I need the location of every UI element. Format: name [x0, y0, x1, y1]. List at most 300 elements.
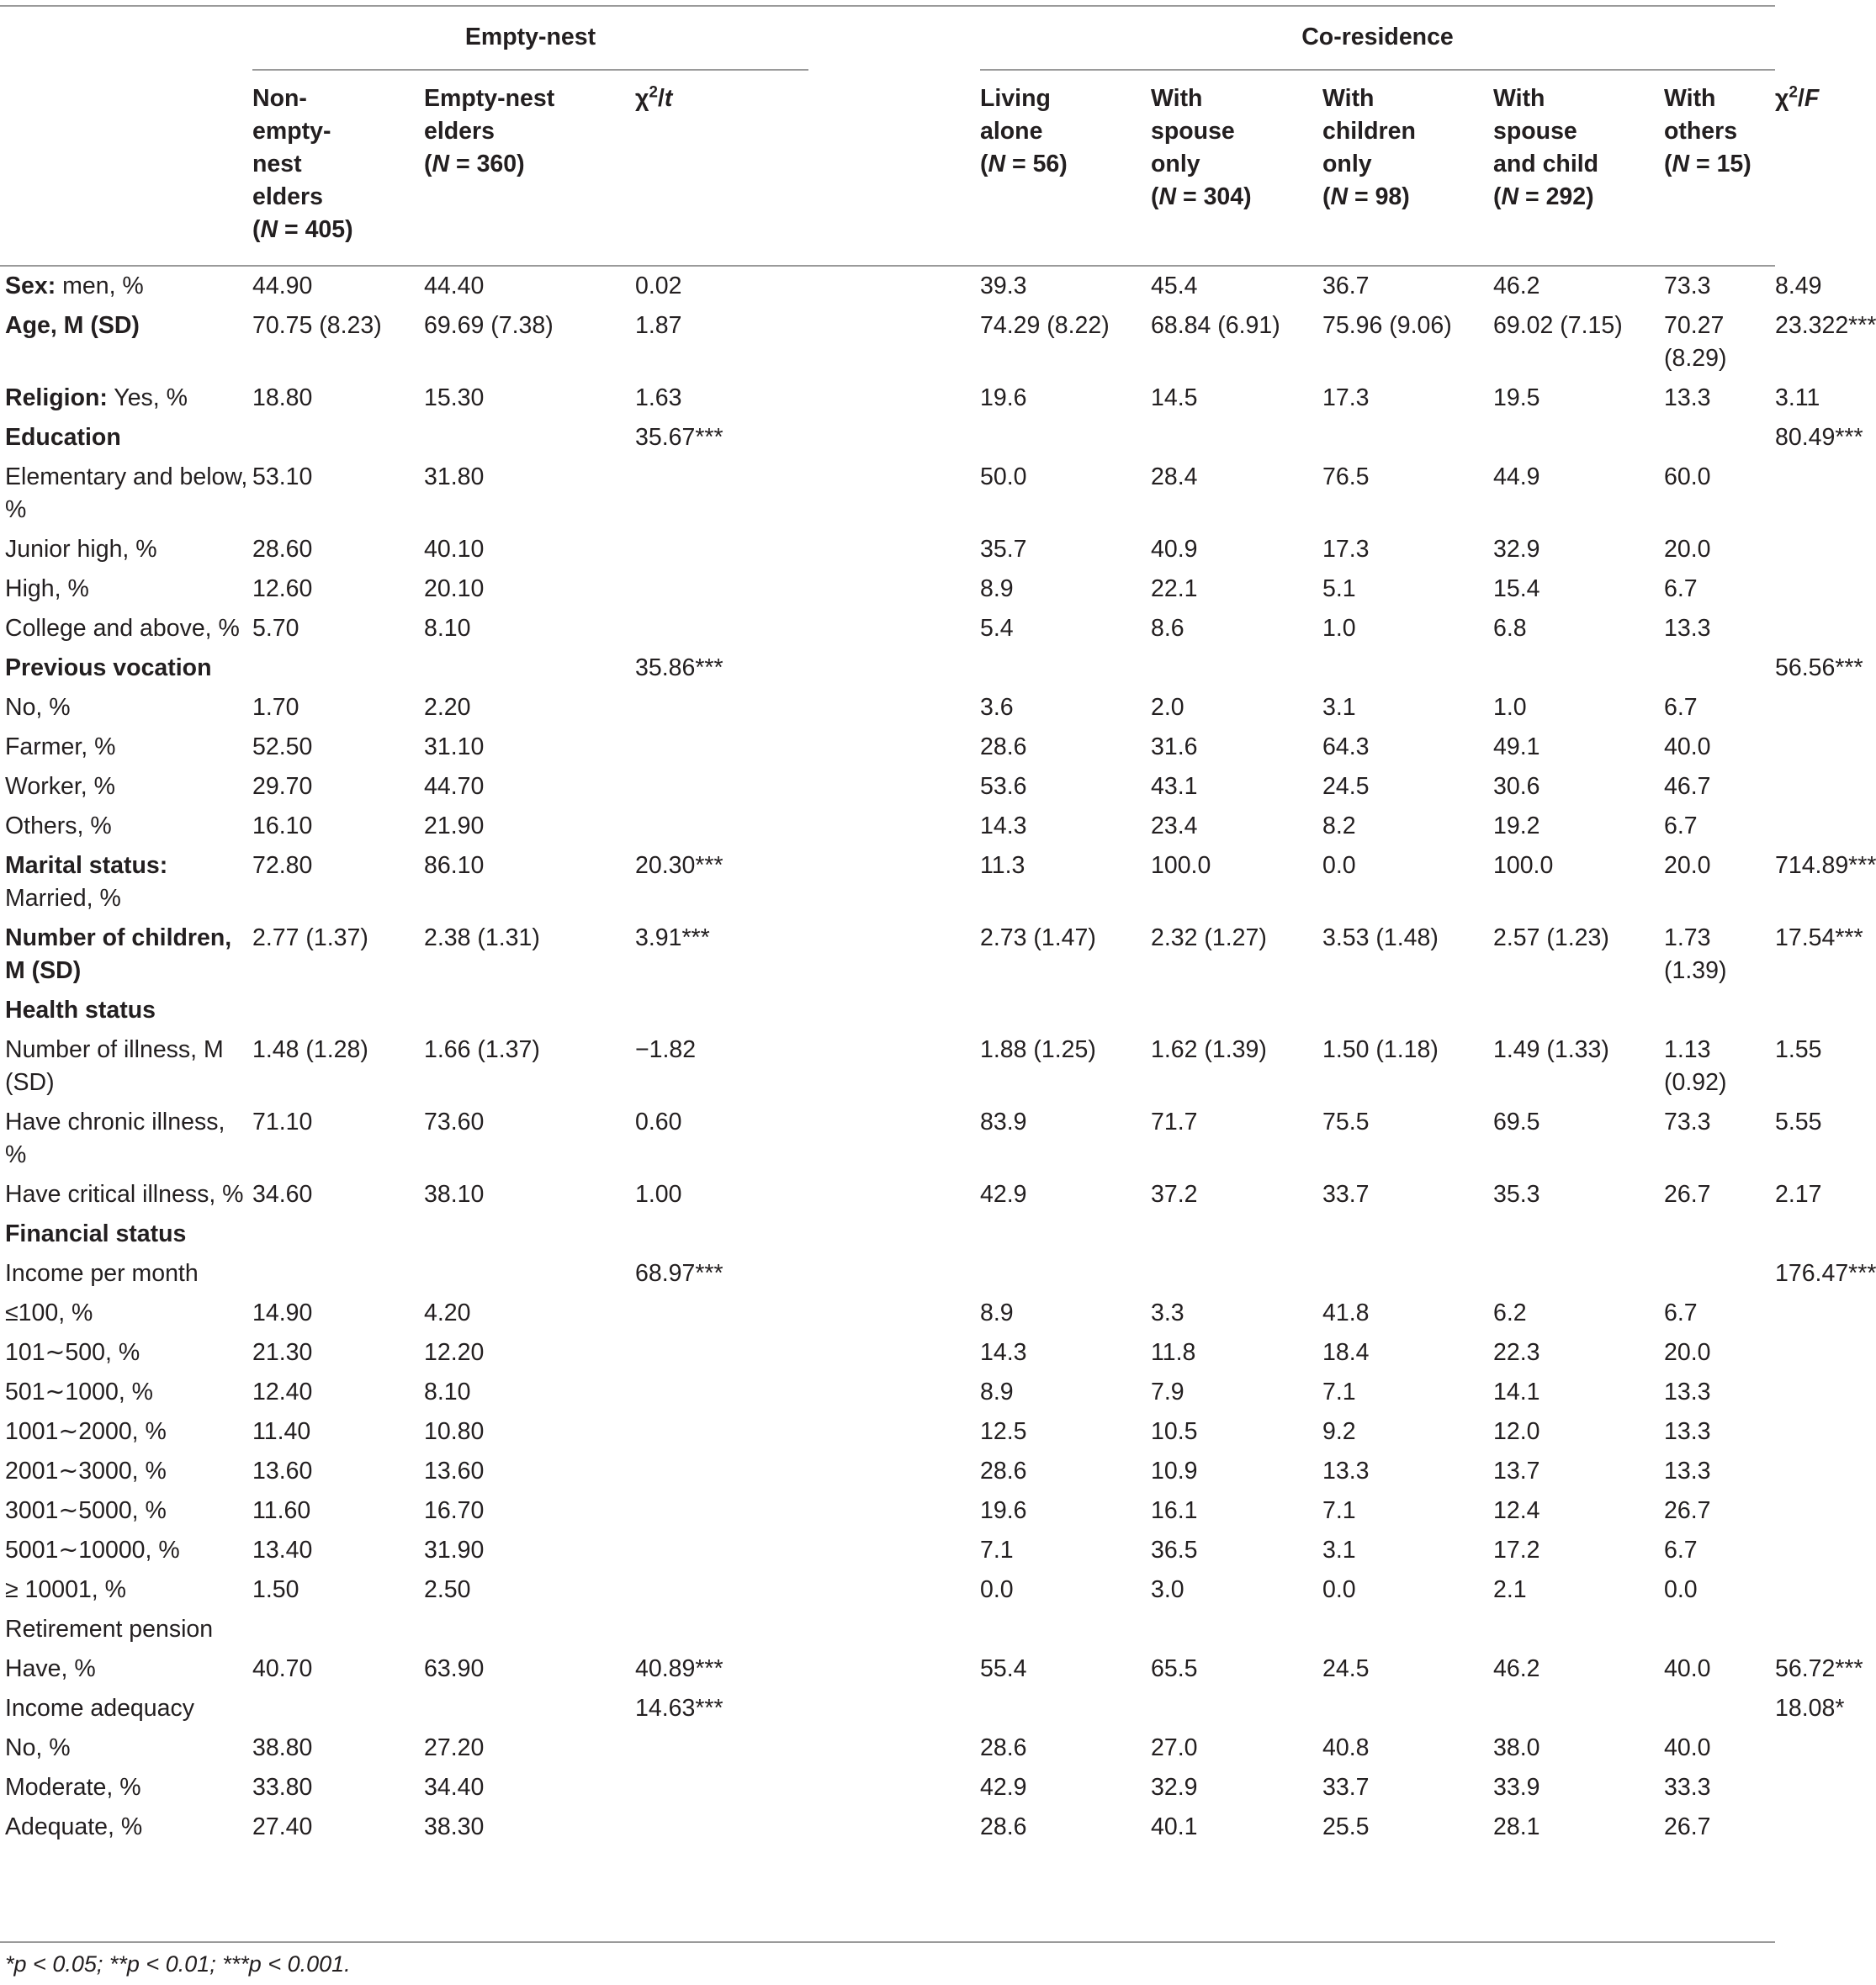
- table-cell: 0.0: [1664, 1576, 1698, 1603]
- table-cell: 2.57 (1.23): [1493, 924, 1609, 951]
- table-cell: 31.6: [1151, 733, 1198, 760]
- table-cell: [980, 418, 1151, 458]
- table-row: [0, 530, 1775, 569]
- table-cell: 1.63: [635, 384, 682, 411]
- table-cell: 13.3: [1322, 1458, 1370, 1485]
- table-cell: [1322, 648, 1493, 688]
- table-cell: 20.0: [1664, 1339, 1711, 1366]
- table-row: Have chronic illness, % 71.10 73.60 0.60 83.9 71.7 75.5 69.5 73.3 5.55: [0, 1103, 1775, 1175]
- table-cell: 33.3: [1664, 1774, 1711, 1801]
- table-cell: 28.4: [1151, 463, 1198, 490]
- table-cell: [424, 1215, 635, 1254]
- table-cell: 14.5: [1151, 384, 1198, 411]
- row-label: [0, 1768, 252, 1808]
- row-label: [0, 1531, 252, 1570]
- table-cell: 38.30: [424, 1813, 485, 1840]
- column-header-line: With: [1493, 85, 1545, 112]
- row-label-rest: men, %: [56, 273, 144, 299]
- table-cell: 13.60: [252, 1458, 313, 1485]
- table-cell: [635, 1808, 808, 1847]
- row-label-text: 101∼500, %: [5, 1339, 140, 1366]
- table-cell: 8.2: [1322, 813, 1356, 839]
- column-header-n-value: = 360: [449, 151, 517, 177]
- table-cell: 25.5: [1322, 1813, 1370, 1840]
- table-cell: 40.10: [424, 536, 485, 563]
- table-cell: 33.7: [1322, 1181, 1370, 1208]
- table-cell: 1.0: [1493, 694, 1527, 721]
- table-cell: 83.9: [980, 1109, 1027, 1135]
- table-cell: [424, 991, 635, 1030]
- column-header-n-value: = 292: [1518, 183, 1587, 210]
- table-cell: [252, 1254, 424, 1294]
- row-label-bold: Number of children, M (SD): [5, 924, 232, 984]
- table-row: Number of children, M (SD) 2.77 (1.37) 2.38 (1.31) 3.91*** 2.73 (1.47) 2.32 (1.27) 3.53 (1.48) 2.57 (1.23) 1.73 (1.39) 17.54***: [0, 918, 1775, 991]
- row-label-text: 3001∼5000, %: [5, 1497, 167, 1524]
- table-cell: 16.70: [424, 1497, 485, 1524]
- table-row: [0, 1215, 1775, 1254]
- row-label: [0, 1103, 252, 1175]
- table-cell: 2.1: [1493, 1576, 1527, 1603]
- column-header-4: [1151, 70, 1322, 262]
- table-cell: [635, 1452, 808, 1491]
- table-cell: 73.3: [1664, 273, 1711, 299]
- table-cell: 53.10: [252, 463, 313, 490]
- table-cell: 1.0: [1322, 615, 1356, 642]
- table-cell: 44.40: [424, 273, 485, 299]
- table-cell: 45.4: [1151, 273, 1198, 299]
- table-row: [0, 1491, 1775, 1531]
- table-cell: 42.9: [980, 1774, 1027, 1801]
- table-cell: 27.20: [424, 1734, 485, 1761]
- table-row: [0, 1412, 1775, 1452]
- table-cell: 21.30: [252, 1339, 313, 1366]
- column-header-n-value: = 98: [1348, 183, 1402, 210]
- row-label-text: Others, %: [5, 813, 112, 839]
- row-label: [0, 1491, 252, 1531]
- column-header-line: elders: [252, 183, 323, 210]
- table-cell: [1322, 418, 1493, 458]
- row-label: [0, 1294, 252, 1333]
- table-cell: 26.7: [1664, 1181, 1711, 1208]
- table-cell: 40.0: [1664, 1655, 1711, 1682]
- table-cell: 26.7: [1664, 1497, 1711, 1524]
- table-cell: 23.4: [1151, 813, 1198, 839]
- stat-separator: /: [1798, 85, 1804, 112]
- table-cell: 20.30***: [635, 852, 723, 879]
- table-cell: 2.38 (1.31): [424, 924, 540, 951]
- row-label: [0, 1254, 252, 1294]
- table-cell: 6.7: [1664, 575, 1698, 602]
- table-cell: [635, 530, 808, 569]
- table-row: [0, 991, 1775, 1030]
- row-label-text: 1001∼2000, %: [5, 1418, 167, 1445]
- column-header-line: only: [1151, 151, 1200, 177]
- table-cell: 3.1: [1322, 694, 1356, 721]
- table-cell: [1664, 1254, 1775, 1294]
- table-cell: 75.96 (9.06): [1322, 312, 1452, 339]
- row-label: [0, 767, 252, 807]
- row-label-text: College and above, %: [5, 615, 240, 642]
- row-label: [0, 306, 252, 378]
- table-cell: [252, 418, 424, 458]
- row-label: [0, 609, 252, 648]
- table-cell: [635, 609, 808, 648]
- table-cell: 73.60: [424, 1109, 485, 1135]
- table-cell: 100.0: [1151, 852, 1211, 879]
- row-label-bold: Sex:: [5, 273, 56, 299]
- column-header-6: [1493, 70, 1664, 262]
- row-label-text: Farmer, %: [5, 733, 116, 760]
- row-label: [0, 1649, 252, 1689]
- row-label-text: Junior high, %: [5, 536, 157, 563]
- table-cell: [1151, 991, 1322, 1030]
- column-header-n-value: = 405: [278, 216, 346, 243]
- group-co-residence: Co-residence: [980, 5, 1775, 70]
- column-header-0: [252, 70, 424, 262]
- table-cell: 31.80: [424, 463, 485, 490]
- table-cell: 2.77 (1.37): [252, 924, 368, 951]
- table-cell: 60.0: [1664, 463, 1711, 490]
- table-cell: 33.9: [1493, 1774, 1540, 1801]
- table-cell: 75.5: [1322, 1109, 1370, 1135]
- table-cell: 70.27 (8.29): [1664, 312, 1727, 372]
- table-cell: 28.1: [1493, 1813, 1540, 1840]
- row-label: [0, 1452, 252, 1491]
- row-label-text: No, %: [5, 1734, 71, 1761]
- table-row: [0, 807, 1775, 846]
- table-cell: 12.4: [1493, 1497, 1540, 1524]
- table-cell: [1322, 1254, 1493, 1294]
- column-header-1: [424, 70, 635, 262]
- row-label-text: No, %: [5, 694, 71, 721]
- column-header-line: elders: [424, 118, 495, 145]
- table-row: Age, M (SD) 70.75 (8.23) 69.69 (7.38) 1.87 74.29 (8.22) 68.84 (6.91) 75.96 (9.06) 69.02 (7.15) 70.27 (8.29) 23.322***: [0, 306, 1775, 378]
- table-cell: 1.73 (1.39): [1664, 924, 1727, 984]
- table-row: Education 35.67*** 80.49***: [0, 418, 1775, 458]
- table-row: [0, 688, 1775, 728]
- table-cell: 3.6: [980, 694, 1014, 721]
- column-header-7: [1664, 70, 1775, 262]
- table-cell: [980, 991, 1151, 1030]
- table-cell: [1493, 1689, 1664, 1728]
- table-cell: 12.60: [252, 575, 313, 602]
- table-cell: 14.3: [980, 813, 1027, 839]
- table-cell: 3.3: [1151, 1300, 1184, 1326]
- table-cell: 13.3: [1664, 1458, 1711, 1485]
- table-cell: [424, 418, 635, 458]
- table-cell: 1.66 (1.37): [424, 1036, 540, 1063]
- row-label-text: Income per month: [5, 1260, 199, 1287]
- table-body: [0, 262, 1876, 1847]
- table-cell: 5.4: [980, 615, 1014, 642]
- table-cell: 0.0: [1322, 852, 1356, 879]
- table-cell: 14.3: [980, 1339, 1027, 1366]
- table-cell: 40.70: [252, 1655, 313, 1682]
- table-cell: 55.4: [980, 1655, 1027, 1682]
- table-cell: 5.1: [1322, 575, 1356, 602]
- row-label: [0, 1412, 252, 1452]
- row-label: [0, 1610, 252, 1649]
- table-cell: [635, 1610, 808, 1649]
- chi-symbol: χ: [1775, 85, 1789, 112]
- table-cell: 12.5: [980, 1418, 1027, 1445]
- table-cell: 11.40: [252, 1418, 311, 1445]
- table-cell: 6.7: [1664, 694, 1698, 721]
- table-cell: 31.10: [424, 733, 485, 760]
- table-cell: 44.9: [1493, 463, 1540, 490]
- table-cell: 40.0: [1664, 1734, 1711, 1761]
- table-cell: 13.3: [1664, 1379, 1711, 1405]
- table-row: Income adequacy 14.63*** 18.08*: [0, 1689, 1775, 1728]
- table-cell: 13.3: [1664, 384, 1711, 411]
- table-cell: [635, 1294, 808, 1333]
- column-header-n-value: = 56: [1005, 151, 1060, 177]
- column-header-line: With: [1322, 85, 1375, 112]
- table-cell: [1322, 1689, 1493, 1728]
- table-cell: 53.6: [980, 773, 1027, 800]
- table-cell: [635, 807, 808, 846]
- table-cell: 24.5: [1322, 773, 1370, 800]
- table-cell: 50.0: [980, 463, 1027, 490]
- table-cell: 71.7: [1151, 1109, 1198, 1135]
- row-label-text: 2001∼3000, %: [5, 1458, 167, 1485]
- table-cell: [980, 1254, 1151, 1294]
- table-cell: 28.6: [980, 1813, 1027, 1840]
- table-cell: 14.63***: [635, 1695, 723, 1722]
- table-cell: 68.84 (6.91): [1151, 312, 1280, 339]
- table-cell: 72.80: [252, 852, 313, 879]
- table-cell: [424, 1689, 635, 1728]
- column-header-n-value: = 304: [1176, 183, 1244, 210]
- table-row: [0, 1452, 1775, 1491]
- table-cell: 40.89***: [635, 1655, 723, 1682]
- table-cell: 3.91***: [635, 924, 710, 951]
- table-cell: 8.10: [424, 615, 471, 642]
- table-cell: [635, 1570, 808, 1610]
- table-cell: [1664, 1610, 1775, 1649]
- row-label: [0, 1373, 252, 1412]
- row-label: [0, 1333, 252, 1373]
- column-header-line: only: [1322, 151, 1372, 177]
- table-cell: 13.7: [1493, 1458, 1540, 1485]
- table-cell: 11.8: [1151, 1339, 1196, 1366]
- table-cell: 26.7: [1664, 1813, 1711, 1840]
- table-cell: [1493, 1215, 1664, 1254]
- table-cell: 36.7: [1322, 273, 1370, 299]
- table-cell: 2.20: [424, 694, 471, 721]
- column-header-5: [1322, 70, 1493, 262]
- table-cell: [1664, 418, 1775, 458]
- row-label-text: Have chronic illness, %: [5, 1109, 225, 1168]
- table-cell: 29.70: [252, 773, 313, 800]
- table-cell: 38.10: [424, 1181, 485, 1208]
- table-cell: 1.49 (1.33): [1493, 1036, 1609, 1063]
- table-cell: 17.2: [1493, 1537, 1540, 1564]
- table-cell: 28.6: [980, 733, 1027, 760]
- table-cell: [1151, 1254, 1322, 1294]
- table-cell: 40.9: [1151, 536, 1198, 563]
- table-cell: 20.10: [424, 575, 485, 602]
- table-cell: 44.90: [252, 273, 313, 299]
- row-label-bold: Education: [5, 424, 121, 451]
- row-label: [0, 569, 252, 609]
- row-label-text: Have critical illness, %: [5, 1181, 244, 1208]
- table-cell: 35.3: [1493, 1181, 1540, 1208]
- table-cell: 11.3: [980, 852, 1025, 879]
- row-label: [0, 728, 252, 767]
- table-cell: 7.9: [1151, 1379, 1184, 1405]
- table-cell: [635, 767, 808, 807]
- table-cell: [635, 1728, 808, 1768]
- column-header-2: [635, 70, 808, 262]
- table-cell: 39.3: [980, 273, 1027, 299]
- table-cell: 34.60: [252, 1181, 313, 1208]
- table-cell: 65.5: [1151, 1655, 1198, 1682]
- group-empty-nest: Empty-nest: [252, 5, 808, 70]
- table-cell: 8.6: [1151, 615, 1184, 642]
- table-cell: 19.2: [1493, 813, 1540, 839]
- table-cell: 0.0: [980, 1576, 1014, 1603]
- table-cell: 69.5: [1493, 1109, 1540, 1135]
- table-cell: 19.6: [980, 1497, 1027, 1524]
- table-cell: 7.1: [980, 1537, 1014, 1564]
- table-cell: 4.20: [424, 1300, 471, 1326]
- table-cell: 10.5: [1151, 1418, 1198, 1445]
- table-cell: 15.4: [1493, 575, 1540, 602]
- table-cell: [635, 728, 808, 767]
- row-label-text: High, %: [5, 575, 89, 602]
- column-header-line: nest: [252, 151, 302, 177]
- table-cell: 12.0: [1493, 1418, 1540, 1445]
- table-cell: [252, 1689, 424, 1728]
- row-label: [0, 1570, 252, 1610]
- table-cell: [635, 569, 808, 609]
- row-label: [0, 688, 252, 728]
- table-row: [0, 569, 1775, 609]
- table-cell: 35.7: [980, 536, 1027, 563]
- table-cell: 7.1: [1322, 1379, 1356, 1405]
- table-cell: 13.3: [1664, 615, 1711, 642]
- row-label: [0, 378, 252, 418]
- table-cell: 35.86***: [635, 654, 723, 681]
- table-cell: 37.2: [1151, 1181, 1198, 1208]
- demographics-table: [0, 5, 1876, 1847]
- column-header-n: (N = 292): [1493, 183, 1594, 210]
- row-label-bold: Financial status: [5, 1220, 187, 1247]
- table-cell: 38.80: [252, 1734, 313, 1761]
- row-label: [0, 262, 252, 306]
- table-cell: 22.3: [1493, 1339, 1540, 1366]
- table-cell: 0.0: [1322, 1576, 1356, 1603]
- table-row: Marital status: Married, % 72.80 86.10 20.30*** 11.3 100.0 0.0 100.0 20.0 714.89***: [0, 846, 1775, 918]
- table-cell: 6.2: [1493, 1300, 1527, 1326]
- row-label: [0, 648, 252, 688]
- table-cell: [252, 1610, 424, 1649]
- table-cell: 8.9: [980, 1379, 1014, 1405]
- table-cell: 16.1: [1151, 1497, 1198, 1524]
- table-cell: [635, 1333, 808, 1373]
- table-cell: [1151, 1215, 1322, 1254]
- table-cell: [635, 1531, 808, 1570]
- table-cell: 10.9: [1151, 1458, 1198, 1485]
- table-cell: 20.0: [1664, 852, 1711, 879]
- table-cell: 6.7: [1664, 813, 1698, 839]
- table-cell: [1322, 1215, 1493, 1254]
- table-cell: [1493, 1254, 1664, 1294]
- table-cell: [1322, 1610, 1493, 1649]
- table-cell: 13.3: [1664, 1418, 1711, 1445]
- table-cell: 9.2: [1322, 1418, 1356, 1445]
- table-row: [0, 609, 1775, 648]
- row-label-text: 501∼1000, %: [5, 1379, 154, 1405]
- table-cell: 46.2: [1493, 1655, 1540, 1682]
- table-row: Have, % 40.70 63.90 40.89*** 55.4 65.5 24.5 46.2 40.0 56.72***: [0, 1649, 1775, 1689]
- table-cell: 43.1: [1151, 773, 1198, 800]
- table-cell: [252, 991, 424, 1030]
- footnote: *p < 0.05; **p < 0.01; ***p < 0.001.: [5, 1951, 351, 1977]
- table-cell: [1151, 1610, 1322, 1649]
- table-row: Number of illness, M (SD) 1.48 (1.28) 1.66 (1.37) −1.82 1.88 (1.25) 1.62 (1.39) 1.50 (1.18) 1.49 (1.33) 1.13 (0.92) 1.55: [0, 1030, 1775, 1103]
- row-label-rest: Yes, %: [107, 384, 188, 411]
- table-cell: 22.1: [1151, 575, 1198, 602]
- table-cell: 46.2: [1493, 273, 1540, 299]
- table-cell: 14.90: [252, 1300, 313, 1326]
- table-cell: 19.6: [980, 384, 1027, 411]
- table-cell: 1.62 (1.39): [1151, 1036, 1267, 1063]
- table-cell: 16.10: [252, 813, 313, 839]
- table-cell: [1493, 418, 1664, 458]
- table-row: [0, 458, 1775, 530]
- table-cell: 2.50: [424, 1576, 471, 1603]
- table-cell: 36.5: [1151, 1537, 1198, 1564]
- row-label: [0, 1175, 252, 1215]
- table-cell: [635, 688, 808, 728]
- table-cell: [635, 1215, 808, 1254]
- table-cell: 21.90: [424, 813, 485, 839]
- table-cell: [1493, 1610, 1664, 1649]
- table-cell: 28.6: [980, 1734, 1027, 1761]
- row-label: [0, 458, 252, 530]
- table-cell: 6.7: [1664, 1300, 1698, 1326]
- row-label-text: Worker, %: [5, 773, 115, 800]
- column-header-line: alone: [980, 118, 1043, 145]
- row-label: [0, 418, 252, 458]
- table-cell: [980, 1215, 1151, 1254]
- chi-symbol: χ: [635, 85, 649, 112]
- table-row: Religion: Yes, % 18.80 15.30 1.63 19.6 14.5 17.3 19.5 13.3 3.11: [0, 378, 1775, 418]
- table-cell: 35.67***: [635, 424, 723, 451]
- table-cell: 1.50 (1.18): [1322, 1036, 1439, 1063]
- table-cell: 40.0: [1664, 733, 1711, 760]
- table-cell: 14.1: [1493, 1379, 1540, 1405]
- stat-separator: /: [658, 85, 665, 112]
- column-header-n: (N = 360): [424, 151, 525, 177]
- column-header-line: children: [1322, 118, 1416, 145]
- table-cell: 13.60: [424, 1458, 485, 1485]
- table-cell: [1664, 648, 1775, 688]
- row-label-text: Income adequacy: [5, 1695, 194, 1722]
- table-cell: 18.80: [252, 384, 313, 411]
- table-cell: [635, 458, 808, 530]
- table-cell: 1.88 (1.25): [980, 1036, 1096, 1063]
- column-header-n: (N = 405): [252, 216, 353, 243]
- table-cell: [980, 1689, 1151, 1728]
- table-cell: 8.9: [980, 575, 1014, 602]
- column-header-line: With: [1664, 85, 1716, 112]
- table-cell: [635, 1491, 808, 1531]
- row-label: [0, 807, 252, 846]
- table-cell: 12.20: [424, 1339, 485, 1366]
